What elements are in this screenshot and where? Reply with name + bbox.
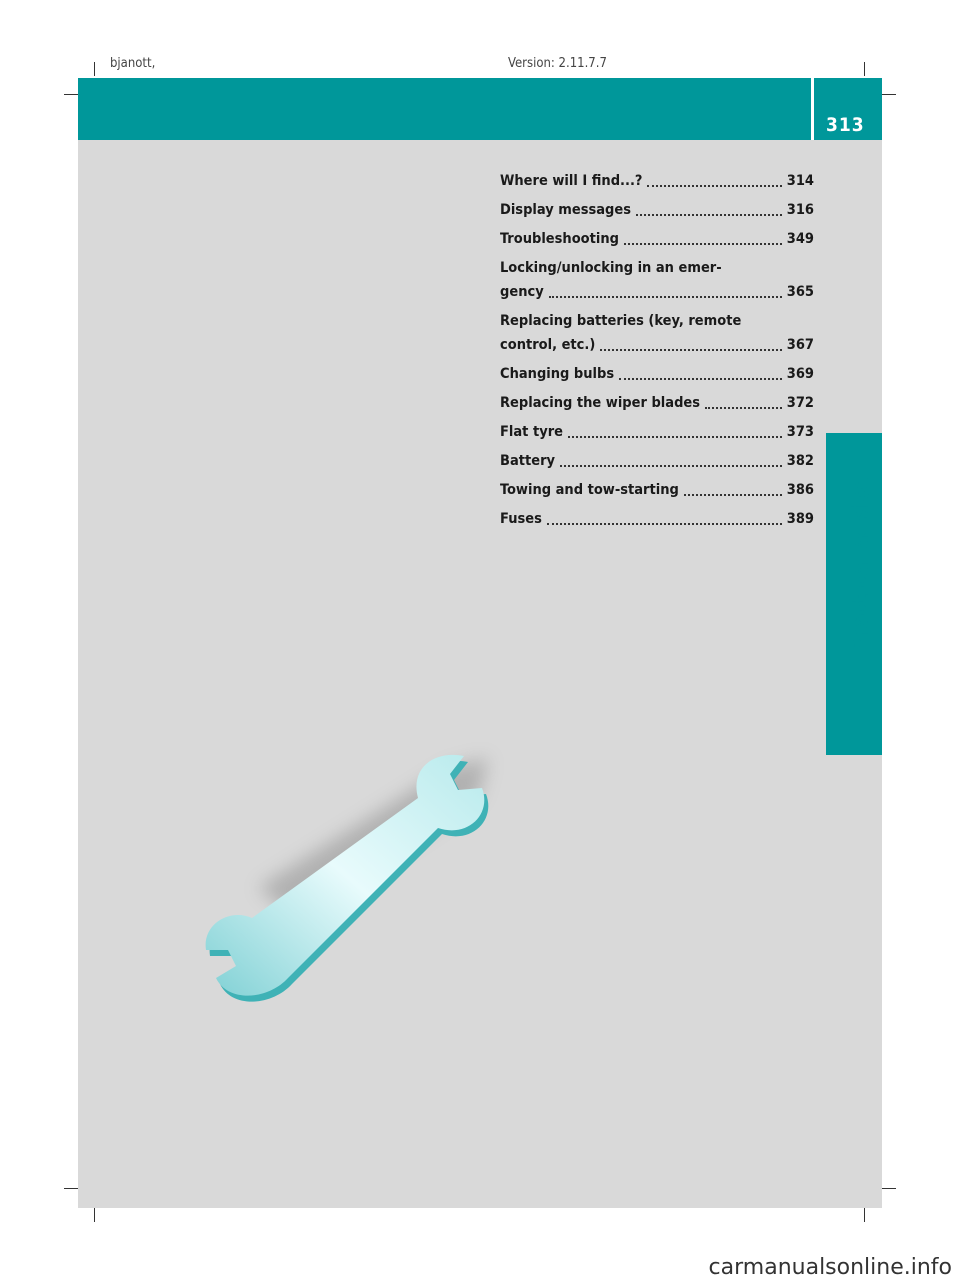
dot-leader — [619, 377, 782, 380]
dot-leader — [600, 348, 781, 351]
crop-mark — [94, 1208, 95, 1222]
toc-item[interactable] — [500, 481, 814, 500]
toc-page: 369 — [786, 366, 814, 382]
toc-page: 386 — [786, 482, 814, 498]
crop-mark — [864, 1208, 865, 1222]
table-of-contents — [500, 172, 814, 539]
toc-page: 316 — [786, 202, 814, 218]
toc-item[interactable] — [500, 394, 814, 413]
toc-title: Battery — [500, 453, 556, 469]
toc-title: Changing bulbs — [500, 366, 615, 382]
toc-title-line1: Replacing batteries (key, remote — [500, 313, 742, 329]
toc-item[interactable] — [500, 259, 814, 302]
toc-item[interactable] — [500, 365, 814, 384]
dot-leader — [705, 406, 782, 409]
toc-page: 373 — [786, 424, 814, 440]
wrench-icon — [188, 738, 518, 1008]
toc-page: 314 — [786, 173, 814, 189]
toc-title: Replacing the wiper blades — [500, 395, 701, 411]
toc-page: 382 — [786, 453, 814, 469]
toc-page: 349 — [786, 231, 814, 247]
toc-item[interactable] — [500, 230, 814, 249]
toc-item[interactable] — [500, 452, 814, 471]
dot-leader — [568, 435, 782, 438]
dot-leader — [684, 493, 782, 496]
toc-title: Troubleshooting — [500, 231, 619, 247]
toc-title-line1: Locking/unlocking in an emer- — [500, 260, 722, 276]
toc-page: 365 — [786, 284, 814, 300]
toc-title: control, etc.) — [500, 337, 596, 353]
page-number: 313 — [826, 114, 865, 136]
manual-page — [78, 78, 882, 1208]
toc-item[interactable] — [500, 423, 814, 442]
toc-item[interactable] — [500, 201, 814, 220]
dot-leader — [547, 522, 782, 525]
crop-mark — [882, 1188, 896, 1189]
dot-leader — [624, 242, 782, 245]
toc-title: Flat tyre — [500, 424, 563, 440]
toc-page: 367 — [786, 337, 814, 353]
toc-title: Where will I find...? — [500, 173, 643, 189]
watermark-url: carmanualsonline.info — [708, 1255, 952, 1280]
crop-mark — [864, 62, 865, 76]
slug-version: Version: 2.11.7.7 — [508, 56, 607, 71]
crop-mark — [64, 94, 78, 95]
dot-leader — [647, 184, 781, 187]
toc-title: Display messages — [500, 202, 632, 218]
toc-page: 389 — [786, 511, 814, 527]
dot-leader — [560, 464, 782, 467]
dot-leader — [636, 213, 782, 216]
header-divider — [811, 78, 814, 140]
page-header — [78, 78, 882, 140]
toc-item[interactable] — [500, 510, 814, 529]
chapter-title: Practical advice — [849, 476, 874, 653]
crop-mark — [64, 1188, 78, 1189]
crop-mark — [882, 94, 896, 95]
toc-title: gency — [500, 284, 544, 300]
slug-author: bjanott, — [110, 56, 156, 71]
toc-title: Towing and tow-starting — [500, 482, 679, 498]
crop-mark — [94, 62, 95, 76]
toc-item[interactable] — [500, 312, 814, 355]
toc-item[interactable] — [500, 172, 814, 191]
toc-title: Fuses — [500, 511, 542, 527]
dot-leader — [549, 295, 782, 298]
toc-page: 372 — [786, 395, 814, 411]
